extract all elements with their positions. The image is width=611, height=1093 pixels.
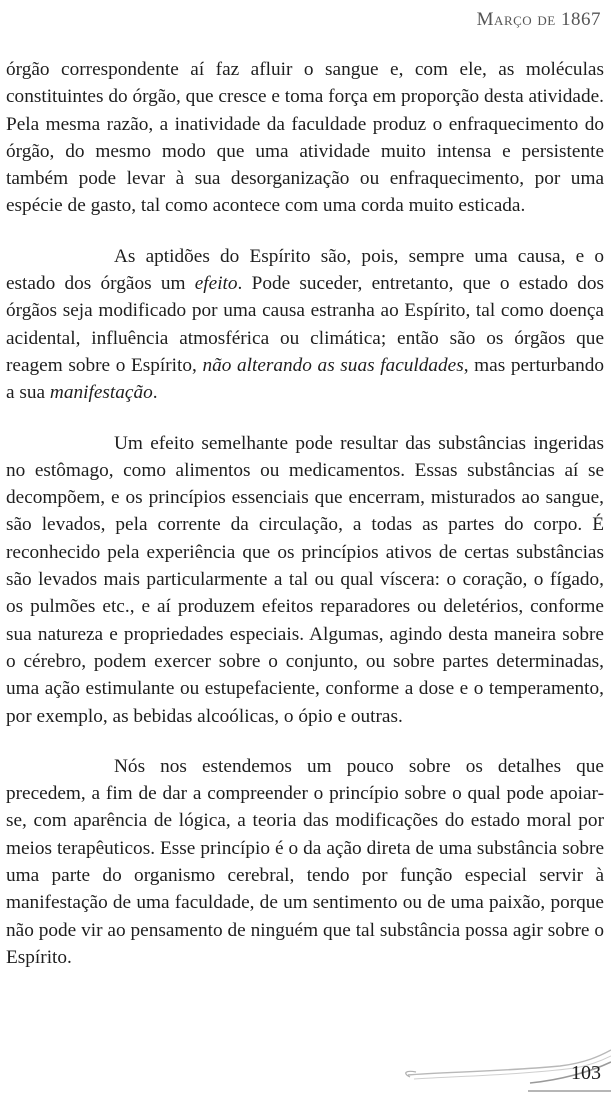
text-segment: , mas perturbando a sua [6,354,604,404]
text-segment: . Pode suceder, entretanto, que o estado dos órgãos seja modificado por uma causa estranha ao Espírito, tal como doença acidental, influência atmosférica ou climática; então são os órgãos que reagem sobre o Espírito, [6,273,604,376]
paragraph-3 [6,430,604,730]
page-number: 103 [571,1062,601,1084]
text-segment: Nós nos estendemos um pouco sobre os detalhes que precedem, a fim de dar a compreender o princípio sobre o qual pode apoiar-se, com aparência de lógica, a teoria das modificações do estado moral por meios terapêuticos. Esse princípio é o da ação direta de uma substância sobre uma parte do organismo cerebral, tendo por função especial servir à manifestação de uma faculdade, de um sentimento ou de uma paixão, porque não pode vir ao pensamento de ninguém que tal substância possa agir sobre o Espírito. [6,755,604,968]
body-text [6,56,604,971]
italic-phrase-faculdades: não alterando as suas faculdades [202,354,464,376]
paragraph-2 [6,243,604,407]
italic-term-manifestacao: manifestação [49,382,153,404]
italic-term-efeito: efeito [194,273,238,295]
text-segment: As aptidões do Espírito são, pois, sempre uma causa, e o estado dos órgãos um [6,245,604,295]
running-head: Março de 1867 [476,9,601,30]
text-segment: . [152,382,158,404]
text-segment: Um efeito semelhante pode resultar das substâncias ingeridas no estômago, como alimentos ou medicamentos. Essas substâncias aí se decompõem, e os princípios essenciais que encerram, misturados ao sangue, são levados, pela corrente da circulação, a todas as partes do corpo. É reconhecido pela experiência que os princípios ativos de certas substâncias são levados mais particularmente a tal ou qual víscera: o coração, o fígado, os pulmões etc., e aí produzem efeitos reparadores ou deletérios, conforme sua natureza e propriedades especiais. Algumas, agindo desta maneira sobre o cérebro, podem exercer sobre o conjunto, ou sobre partes determinadas, uma ação estimulante ou estupefaciente, conforme a dose e o temperamento, por exemplo, as bebidas alcoólicas, o ópio e outras. [6,432,604,727]
text-segment: órgão correspondente aí faz afluir o sangue e, com ele, as moléculas constituintes do órgão, que cresce e toma força em proporção desta atividade. Pela mesma razão, a inatividade da faculdade produz o enfraquecimento do órgão, do mesmo modo que uma atividade muito intensa e persistente também pode levar à sua desorganização ou enfraquecimento, por uma espécie de gasto, tal como acontece com uma corda muito esticada. [6,59,604,217]
paragraph-4 [6,753,604,971]
paragraph-1 [6,56,604,220]
